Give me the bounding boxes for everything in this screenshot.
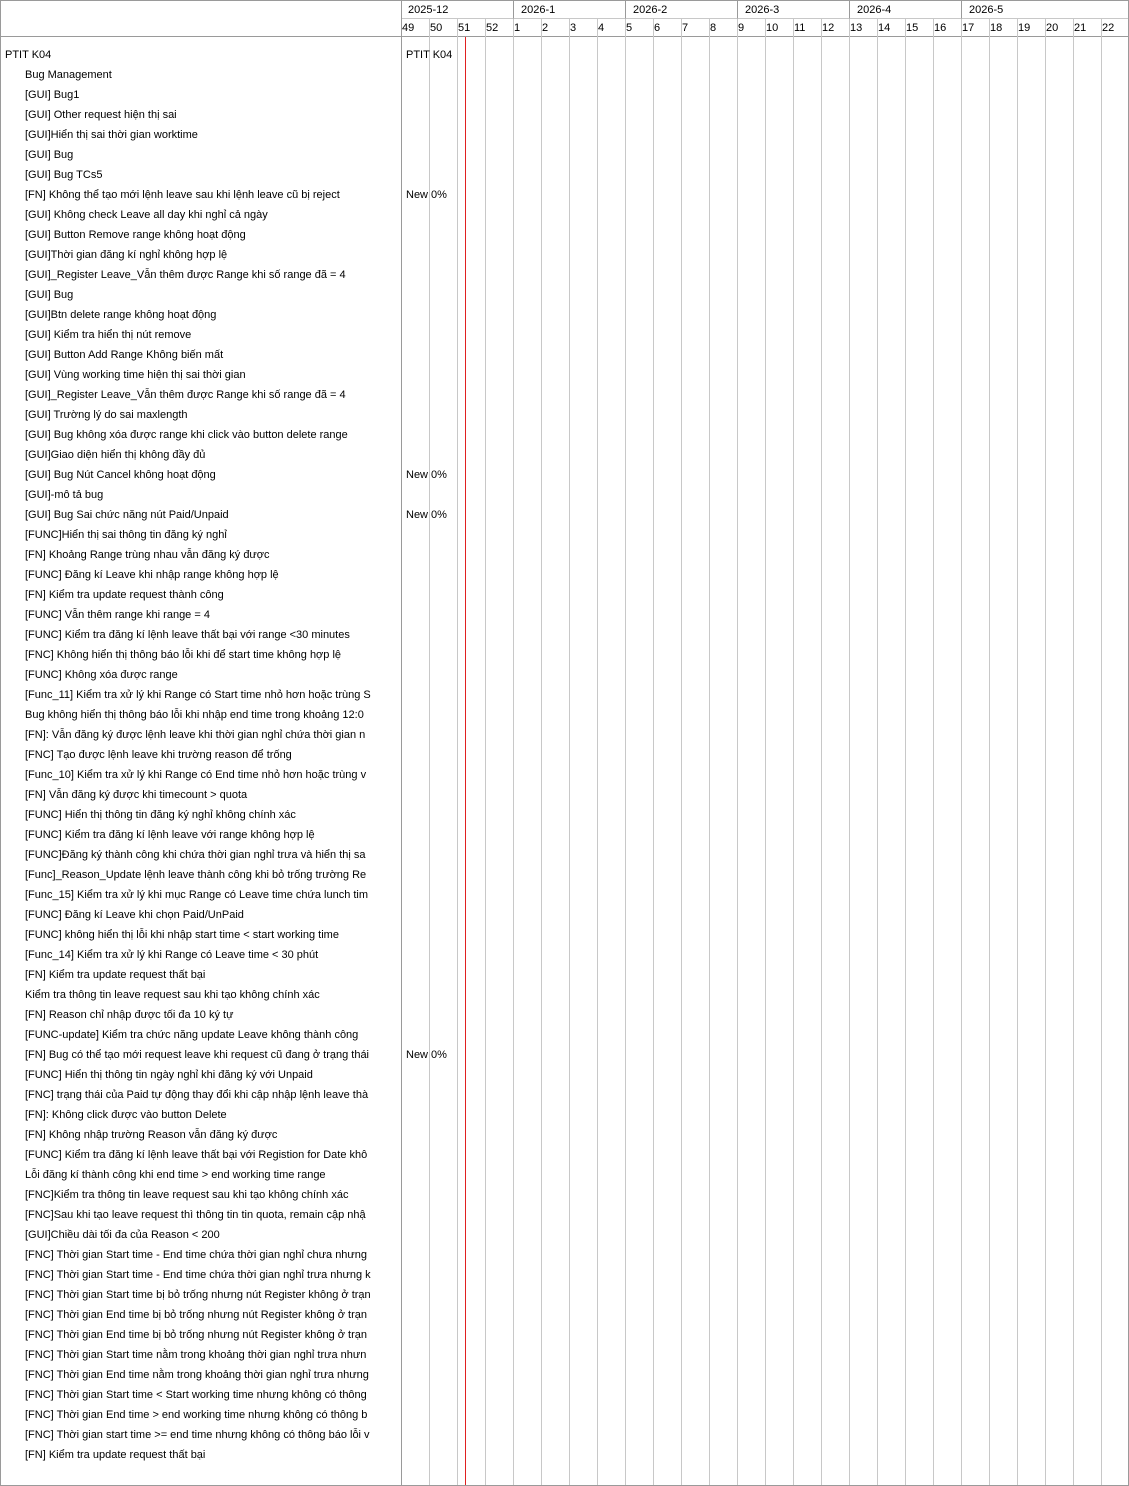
week-cell: 50 bbox=[429, 19, 457, 37]
week-grid-line bbox=[401, 1, 402, 1485]
week-grid-line bbox=[849, 19, 850, 1485]
gantt-chart-area bbox=[401, 1, 1128, 1485]
week-cell: 5 bbox=[625, 19, 653, 37]
task-row[interactable]: [GUI] Bug TCs5 bbox=[25, 169, 103, 181]
task-row[interactable]: [GUI] Bug1 bbox=[25, 89, 80, 101]
task-row[interactable]: [FUNC] Không xóa được range bbox=[25, 669, 178, 681]
task-row[interactable]: [FN]: Vẫn đăng ký được lệnh leave khi thời gian nghỉ chứa thời gian n bbox=[25, 729, 366, 741]
task-row[interactable]: [GUI] Button Remove range không hoạt động bbox=[25, 229, 246, 241]
task-row[interactable]: [FUNC]Hiển thị sai thông tin đăng ký nghỉ bbox=[25, 529, 227, 541]
task-row[interactable]: [FUNC] Kiểm tra đăng kí lệnh leave với range không hợp lệ bbox=[25, 829, 315, 841]
week-cell: 17 bbox=[961, 19, 989, 37]
week-grid-line bbox=[989, 19, 990, 1485]
week-cell: 9 bbox=[737, 19, 765, 37]
task-row[interactable]: [FUNC]Đăng ký thành công khi chứa thời gian nghỉ trưa và hiển thị sa bbox=[25, 849, 366, 861]
week-cell: 16 bbox=[933, 19, 961, 37]
week-grid-line bbox=[933, 19, 934, 1485]
task-row[interactable]: [FUNC] không hiển thị lỗi khi nhập start time < start working time bbox=[25, 929, 339, 941]
task-row[interactable]: [GUI]Thời gian đăng kí nghỉ không hợp lệ bbox=[25, 249, 228, 261]
task-row[interactable]: [GUI] Bug Nút Cancel không hoạt động bbox=[25, 469, 216, 481]
task-row[interactable]: [GUI] Bug bbox=[25, 149, 74, 161]
week-cell: 14 bbox=[877, 19, 905, 37]
week-cell: 1 bbox=[513, 19, 541, 37]
week-cell: 7 bbox=[681, 19, 709, 37]
week-cell: 4 bbox=[597, 19, 625, 37]
task-row[interactable]: [FUNC] Đăng kí Leave khi chọn Paid/UnPaid bbox=[25, 909, 244, 921]
task-row[interactable]: [FN] Khoảng Range trùng nhau vẫn đăng ký được bbox=[25, 549, 270, 561]
task-list-header bbox=[1, 1, 401, 37]
today-marker-line bbox=[465, 37, 466, 1485]
month-cell: 2026-2 bbox=[625, 1, 737, 19]
task-row[interactable]: [GUI] Trường lý do sai maxlength bbox=[25, 409, 188, 421]
task-row[interactable]: [FNC] Tạo được lệnh leave khi trường reason để trống bbox=[25, 749, 292, 761]
week-grid-line bbox=[709, 19, 710, 1485]
week-grid-line bbox=[765, 19, 766, 1485]
task-row[interactable]: Kiểm tra thông tin leave request sau khi tạo không chính xác bbox=[25, 989, 320, 1001]
task-row[interactable]: [GUI] Vùng working time hiện thị sai thời gian bbox=[25, 369, 246, 381]
task-row[interactable]: [FN] Kiểm tra update request thất bại bbox=[25, 969, 206, 981]
week-grid-line bbox=[961, 19, 962, 1485]
task-row[interactable]: [FN] Kiểm tra update request thành công bbox=[25, 589, 224, 601]
task-row[interactable]: [GUI] Bug bbox=[25, 289, 74, 301]
task-row[interactable]: [GUI] Bug Sai chức năng nút Paid/Unpaid bbox=[25, 509, 229, 521]
task-row[interactable]: [FN] Bug có thể tạo mới request leave khi request cũ đang ở trạng thái bbox=[25, 1049, 370, 1061]
task-row[interactable]: [FN]: Không click được vào button Delete bbox=[25, 1109, 227, 1121]
task-row[interactable]: [GUI]Chiều dài tối đa của Reason < 200 bbox=[25, 1229, 220, 1241]
task-row[interactable]: [GUI]Btn delete range không hoạt động bbox=[25, 309, 217, 321]
task-row[interactable]: [GUI] Kiểm tra hiển thị nút remove bbox=[25, 329, 192, 341]
task-row[interactable]: [Func]_Reason_Update lệnh leave thành công khi bỏ trống trường Re bbox=[25, 869, 367, 881]
task-row[interactable]: [GUI]_Register Leave_Vẫn thêm được Range khi số range đã = 4 bbox=[25, 269, 346, 281]
week-grid-line bbox=[1101, 19, 1102, 1485]
task-row[interactable]: [GUI]-mô tả bug bbox=[25, 489, 104, 501]
project-bar-label: PTIT K04 bbox=[406, 49, 453, 61]
project-row[interactable]: PTIT K04 bbox=[5, 49, 52, 61]
week-grid-line bbox=[1017, 19, 1018, 1485]
task-row[interactable]: [FNC] Thời gian start time >= end time nhưng không có thông báo lỗi v bbox=[25, 1429, 370, 1441]
month-cell: 2026-3 bbox=[737, 1, 849, 19]
week-cell: 22 bbox=[1101, 19, 1128, 37]
task-row[interactable]: [FNC] trạng thái của Paid tự động thay đổi khi cập nhập lệnh leave thà bbox=[25, 1089, 369, 1101]
task-row[interactable]: [GUI]Hiển thị sai thời gian worktime bbox=[25, 129, 198, 141]
task-row[interactable]: [FN] Reason chỉ nhập được tối đa 10 ký tự bbox=[25, 1009, 234, 1021]
task-row[interactable]: [GUI] Other request hiện thị sai bbox=[25, 109, 177, 121]
week-grid-line bbox=[597, 19, 598, 1485]
week-grid-line bbox=[429, 19, 430, 1485]
task-row[interactable]: [GUI]_Register Leave_Vẫn thêm được Range khi số range đã = 4 bbox=[25, 389, 346, 401]
task-row[interactable]: [FUNC-update] Kiểm tra chức năng update Leave không thành công bbox=[25, 1029, 359, 1041]
week-grid-line bbox=[569, 19, 570, 1485]
task-row[interactable]: [FUNC] Vẫn thêm range khi range = 4 bbox=[25, 609, 210, 621]
task-row[interactable]: [FNC] Thời gian Start time - End time chứa thời gian nghỉ chưa nhưng bbox=[25, 1249, 368, 1261]
week-cell: 13 bbox=[849, 19, 877, 37]
week-cell: 15 bbox=[905, 19, 933, 37]
week-cell: 8 bbox=[709, 19, 737, 37]
task-row[interactable]: [FN] Không thể tạo mới lệnh leave sau khi lệnh leave cũ bị reject bbox=[25, 189, 340, 201]
week-grid-line bbox=[625, 19, 626, 1485]
task-row[interactable]: [FN] Không nhập trường Reason vẫn đăng ký được bbox=[25, 1129, 278, 1141]
week-cell: 11 bbox=[793, 19, 821, 37]
week-grid-line bbox=[877, 19, 878, 1485]
task-row[interactable]: [FNC] Thời gian Start time < Start working time nhưng không có thông bbox=[25, 1389, 367, 1401]
task-row[interactable]: [FNC] Thời gian End time bị bỏ trống nhưng nút Register không ở trạn bbox=[25, 1329, 367, 1341]
week-grid-line bbox=[653, 19, 654, 1485]
task-row[interactable]: [Func_14] Kiểm tra xử lý khi Range có Leave time < 30 phút bbox=[25, 949, 319, 961]
week-cell: 2 bbox=[541, 19, 569, 37]
week-grid-line bbox=[905, 19, 906, 1485]
week-cell: 19 bbox=[1017, 19, 1045, 37]
week-grid-line bbox=[793, 19, 794, 1485]
week-cell: 10 bbox=[765, 19, 793, 37]
week-cell: 21 bbox=[1073, 19, 1101, 37]
week-grid-line bbox=[1045, 19, 1046, 1485]
task-status-label: New 0% bbox=[406, 469, 447, 481]
month-cell: 2026-4 bbox=[849, 1, 961, 19]
week-grid-line bbox=[541, 19, 542, 1485]
week-cell: 6 bbox=[653, 19, 681, 37]
task-row[interactable]: [FN] Vẫn đăng ký được khi timecount > quota bbox=[25, 789, 248, 801]
task-row[interactable]: [FUNC] Kiểm tra đăng kí lệnh leave thất bại với Registion for Date khô bbox=[25, 1149, 368, 1161]
task-status-label: New 0% bbox=[406, 189, 447, 201]
task-row[interactable]: [FNC]Sau khi tạo leave request thì thông tin tin quota, remain cập nhậ bbox=[25, 1209, 366, 1221]
task-row[interactable]: [FUNC] Hiển thị thông tin đăng ký nghỉ không chính xác bbox=[25, 809, 296, 821]
task-row[interactable]: [GUI]Giao diện hiển thị không đầy đủ bbox=[25, 449, 206, 461]
week-cell: 49 bbox=[401, 19, 429, 37]
task-row[interactable]: Bug Management bbox=[25, 69, 112, 81]
month-cell: 2026-1 bbox=[513, 1, 625, 19]
week-grid-line bbox=[457, 19, 458, 1485]
task-status-label: New 0% bbox=[406, 509, 447, 521]
task-row[interactable]: [FN] Kiểm tra update request thất bại bbox=[25, 1449, 206, 1461]
task-row[interactable]: [GUI] Button Add Range Không biến mất bbox=[25, 349, 224, 361]
task-row[interactable]: [FNC] Thời gian Start time nằm trong khoảng thời gian nghỉ trưa nhưn bbox=[25, 1349, 367, 1361]
week-grid-line bbox=[1073, 19, 1074, 1485]
task-row[interactable]: [GUI] Bug không xóa được range khi click vào button delete range bbox=[25, 429, 348, 441]
week-cell: 18 bbox=[989, 19, 1017, 37]
month-cell: 2025-12 bbox=[401, 1, 513, 19]
task-row[interactable]: [FUNC] Kiểm tra đăng kí lệnh leave thất bại với range <30 minutes bbox=[25, 629, 350, 641]
task-row[interactable]: [FNC] Thời gian End time bị bỏ trống nhưng nút Register không ở trạn bbox=[25, 1309, 367, 1321]
week-cell: 20 bbox=[1045, 19, 1073, 37]
task-row[interactable]: [FUNC] Hiển thị thông tin ngày nghỉ khi đăng ký với Unpaid bbox=[25, 1069, 313, 1081]
task-row[interactable]: Bug không hiển thị thông báo lỗi khi nhập end time trong khoảng 12:0 bbox=[25, 709, 364, 721]
week-grid-line bbox=[681, 19, 682, 1485]
task-row[interactable]: [FNC] Thời gian Start time - End time chứa thời gian nghỉ trưa nhưng k bbox=[25, 1269, 371, 1281]
week-cell: 12 bbox=[821, 19, 849, 37]
task-row[interactable]: [FUNC] Đăng kí Leave khi nhập range không hợp lệ bbox=[25, 569, 279, 581]
task-list bbox=[1, 45, 401, 1485]
task-row[interactable]: [FNC]Kiểm tra thông tin leave request sau khi tạo không chính xác bbox=[25, 1189, 349, 1201]
week-grid-line bbox=[513, 19, 514, 1485]
task-row[interactable]: [Func_11] Kiểm tra xử lý khi Range có Start time nhỏ hơn hoặc trùng S bbox=[25, 689, 371, 701]
task-row[interactable]: [FNC] Thời gian Start time bị bỏ trống nhưng nút Register không ở trạn bbox=[25, 1289, 371, 1301]
task-row[interactable]: [GUI] Không check Leave all day khi nghỉ cả ngày bbox=[25, 209, 268, 221]
task-row[interactable]: [FNC] Không hiển thị thông báo lỗi khi để start time không hợp lệ bbox=[25, 649, 342, 661]
task-row[interactable]: [Func_15] Kiểm tra xử lý khi mục Range có Leave time chứa lunch tim bbox=[25, 889, 369, 901]
task-row[interactable]: [FNC] Thời gian End time > end working time nhưng không có thông b bbox=[25, 1409, 368, 1421]
task-status-label: New 0% bbox=[406, 1049, 447, 1061]
week-grid-line bbox=[737, 19, 738, 1485]
month-cell: 2026-5 bbox=[961, 1, 1128, 19]
week-grid-line bbox=[485, 19, 486, 1485]
week-cell: 3 bbox=[569, 19, 597, 37]
task-row[interactable]: [FNC] Thời gian End time nằm trong khoảng thời gian nghỉ trưa nhưng bbox=[25, 1369, 369, 1381]
week-grid-line bbox=[821, 19, 822, 1485]
week-cell: 52 bbox=[485, 19, 513, 37]
task-row[interactable]: Lỗi đăng kí thành công khi end time > end working time range bbox=[25, 1169, 326, 1181]
task-row[interactable]: [Func_10] Kiểm tra xử lý khi Range có End time nhỏ hơn hoặc trùng v bbox=[25, 769, 367, 781]
week-cell: 51 bbox=[457, 19, 485, 37]
